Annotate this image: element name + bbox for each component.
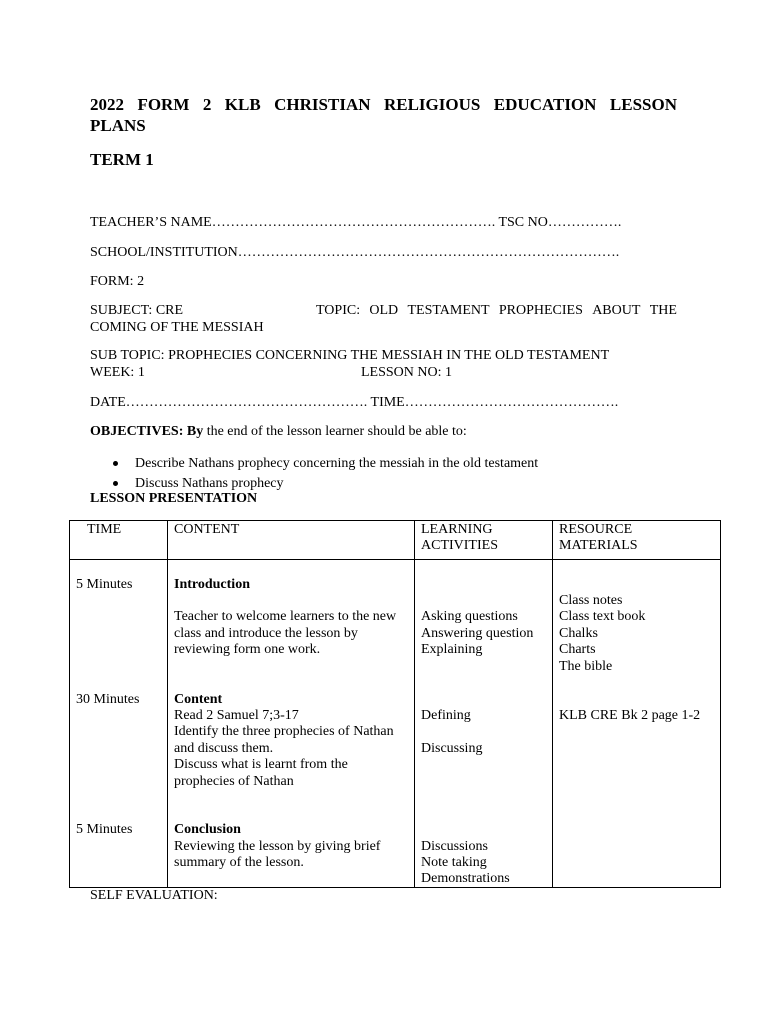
topic-word: OLD bbox=[369, 303, 399, 318]
activity-item: Demonstrations bbox=[421, 871, 510, 886]
document-title-line2: PLANS bbox=[90, 116, 146, 135]
time-conclusion: 5 Minutes bbox=[76, 822, 133, 837]
topic-line2: COMING OF THE MESSIAH bbox=[90, 320, 264, 335]
topic-word: THE bbox=[649, 303, 677, 318]
title-word: RELIGIOUS bbox=[383, 95, 481, 114]
content-line: Read 2 Samuel 7;3-17 bbox=[174, 708, 299, 723]
conclusion-heading: Conclusion bbox=[174, 822, 241, 837]
bullet-icon bbox=[113, 461, 118, 466]
conclusion-line: Reviewing the lesson by giving brief bbox=[174, 839, 381, 854]
header-materials: MATERIALS bbox=[559, 538, 638, 553]
activity-item: Note taking bbox=[421, 855, 487, 870]
title-word: LESSON bbox=[609, 95, 677, 114]
subject-line: SUBJECT: CRE bbox=[90, 303, 184, 318]
teacher-name-line: TEACHER’S NAME……………………………………………………. TSC NO……………. bbox=[90, 215, 622, 230]
learning-activities-cell bbox=[415, 560, 553, 888]
intro-line: reviewing form one work. bbox=[174, 642, 321, 657]
activity-item: Asking questions bbox=[421, 609, 518, 624]
title-word: FORM bbox=[137, 95, 190, 114]
title-word: 2022 bbox=[90, 95, 124, 114]
content-line: prophecies of Nathan bbox=[174, 774, 294, 789]
lesson-no-line: LESSON NO: 1 bbox=[361, 365, 453, 380]
title-word: EDUCATION bbox=[493, 95, 597, 114]
content-cell bbox=[168, 560, 415, 888]
content-line: and discuss them. bbox=[174, 741, 274, 756]
activity-item: Discussions bbox=[421, 839, 488, 854]
school-line: SCHOOL/INSTITUTION………………………………………………………………………. bbox=[90, 245, 620, 260]
title-word: CHRISTIAN bbox=[274, 95, 371, 114]
resource-item: Class text book bbox=[559, 609, 646, 624]
header-time-cell bbox=[70, 521, 168, 560]
objectives-intro: the end of the lesson learner should be able to: bbox=[203, 424, 467, 439]
time-content: 30 Minutes bbox=[76, 692, 140, 707]
resource-item: The bible bbox=[559, 659, 613, 674]
resource-item: KLB CRE Bk 2 page 1-2 bbox=[559, 708, 701, 723]
header-resource: RESOURCE bbox=[559, 522, 633, 537]
form-line: FORM: 2 bbox=[90, 274, 145, 289]
header-content-cell bbox=[168, 521, 415, 560]
activity-item: Explaining bbox=[421, 642, 483, 657]
week-line: WEEK: 1 bbox=[90, 365, 145, 380]
header-content: CONTENT bbox=[174, 522, 240, 537]
topic-word: PROPHECIES bbox=[498, 303, 583, 318]
activity-item: Defining bbox=[421, 708, 471, 723]
header-learning: LEARNING bbox=[421, 522, 493, 537]
resource-materials-cell bbox=[553, 560, 721, 888]
header-time: TIME bbox=[87, 522, 122, 537]
conclusion-line: summary of the lesson. bbox=[174, 855, 304, 870]
intro-line: Teacher to welcome learners to the new bbox=[174, 609, 397, 624]
objectives-label: OBJECTIVES: By bbox=[90, 424, 204, 439]
topic-word: TOPIC: bbox=[316, 303, 361, 318]
subtopic-line: SUB TOPIC: PROPHECIES CONCERNING THE MESSIAH IN THE OLD TESTAMENT bbox=[90, 348, 610, 363]
intro-heading: Introduction bbox=[174, 577, 250, 592]
intro-line: class and introduce the lesson by bbox=[174, 626, 358, 641]
content-line: Discuss what is learnt from the bbox=[174, 757, 348, 772]
title-word: KLB bbox=[224, 95, 261, 114]
table-body-row bbox=[70, 560, 721, 888]
activity-item: Answering question bbox=[421, 626, 534, 641]
resource-item: Charts bbox=[559, 642, 596, 657]
header-resources-cell bbox=[553, 521, 721, 560]
self-evaluation-line: SELF EVALUATION: bbox=[90, 888, 218, 903]
content-heading: Content bbox=[174, 692, 223, 707]
objective-item: Discuss Nathans prophecy bbox=[135, 476, 284, 491]
topic-word: ABOUT bbox=[592, 303, 641, 318]
time-cell bbox=[70, 560, 168, 888]
resource-item: Chalks bbox=[559, 626, 598, 641]
table-header-row bbox=[70, 521, 721, 560]
lesson-plan-table bbox=[69, 520, 721, 888]
bullet-icon bbox=[113, 481, 118, 486]
title-word: 2 bbox=[202, 95, 212, 114]
date-time-line: DATE……………………………………………. TIME………………………………………. bbox=[90, 395, 619, 410]
time-intro: 5 Minutes bbox=[76, 577, 133, 592]
header-learning-cell bbox=[415, 521, 553, 560]
lesson-presentation-heading: LESSON PRESENTATION bbox=[90, 491, 258, 506]
header-activities: ACTIVITIES bbox=[421, 538, 498, 553]
objectives-line bbox=[90, 424, 467, 440]
topic-word: TESTAMENT bbox=[407, 303, 490, 318]
objective-item: Describe Nathans prophecy concerning the messiah in the old testament bbox=[135, 456, 539, 471]
topic-line1 bbox=[316, 303, 677, 319]
document-title-line1 bbox=[90, 95, 677, 115]
resource-item: Class notes bbox=[559, 593, 623, 608]
content-line: Identify the three prophecies of Nathan bbox=[174, 724, 394, 739]
term-heading: TERM 1 bbox=[90, 150, 154, 169]
activity-item: Discussing bbox=[421, 741, 483, 756]
